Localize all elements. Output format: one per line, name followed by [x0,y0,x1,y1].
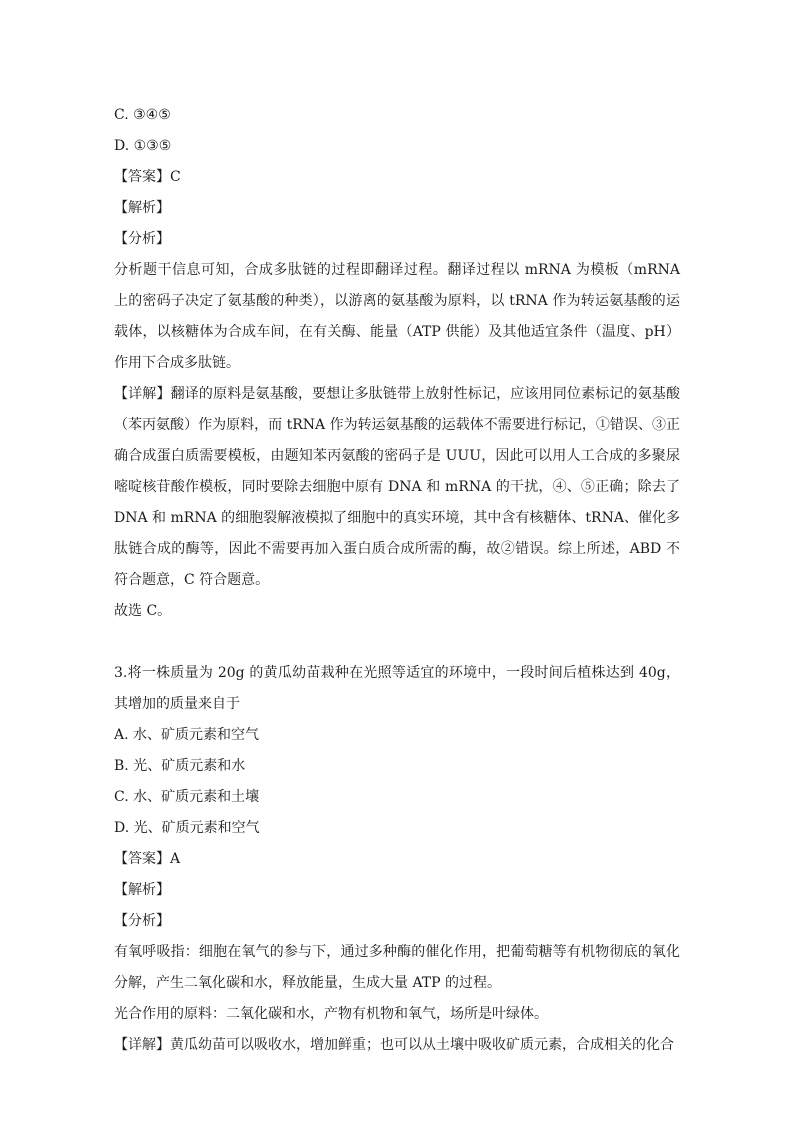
q2-detail-text: 【详解】翻译的原料是氨基酸，要想让多肽链带上放射性标记，应该用同位素标记的氨基酸（苯丙氨酸）作为原料，而 tRNA 作为转运氨基酸的运载体不需要进行标记，①错误、③正确合成蛋白质需要模板，由题知苯丙氨酸的密码子是 UUU，因此可以用人工合成的多聚尿嘧啶核苷酸作模板，同时要除去细胞中原有 DNA 和 mRNA 的干扰，④、⑤正确；除去了 DNA 和 mRNA 的细胞裂解液模拟了细胞中的真实环境，其中含有核糖体、tRNA、催化多肽链合成的酶等，因此不需要再加入蛋白质合成所需的酶，故②错误。综上所述，ABD 不符合题意，C 符合题意。 [114,386,680,588]
q3-detail-text: 【详解】黄瓜幼苗可以吸收水，增加鲜重；也可以从土壤中吸收矿质元素，合成相关的化合 [114,1037,674,1053]
q2-option-d: D. ①③⑤ [114,138,172,154]
q2-option-c: C. ③④⑤ [114,107,171,123]
q3-fenxi-text-1: 有氧呼吸指：细胞在氧气的参与下，通过多种酶的催化作用，把葡萄糖等有机物彻底的氧化分解，产生二氧化碳和水，释放能量，生成大量 ATP 的过程。 [114,944,680,991]
q3-fenxi-text-2: 光合作用的原料：二氧化碳和水，产物有机物和氧气，场所是叶绿体。 [114,1006,548,1022]
document-page [114,100,680,1061]
q2-conclusion: 故选 C。 [114,603,172,619]
q3-stem: 3.将一株质量为 20g 的黄瓜幼苗栽种在光照等适宜的环境中，一段时间后植株达到 40g，其增加的质量来自于 [114,665,680,712]
q2-fenxi-text: 分析题干信息可知，合成多肽链的过程即翻译过程。翻译过程以 mRNA 为模板（mRNA 上的密码子决定了氨基酸的种类），以游离的氨基酸为原料，以 tRNA 作为转运氨基酸的运载体，以核糖体为合成车间，在有关酶、能量（ATP 供能）及其他适宜条件（温度、pH）作用下合成多肽链。 [114,262,680,371]
q3-option-a: A. 水、矿质元素和空气 [114,727,260,743]
q3-option-d: D. 光、矿质元素和空气 [114,820,260,836]
q3-option-b: B. 光、矿质元素和水 [114,758,246,774]
q2-answer: 【答案】C [114,169,181,185]
q3-fenxi-heading: 【分析】 [114,913,170,929]
q3-option-c: C. 水、矿质元素和土壤 [114,789,260,805]
q2-analysis-heading: 【解析】 [114,200,170,216]
q3-analysis-heading: 【解析】 [114,882,170,898]
q3-answer: 【答案】A [114,851,181,867]
section-divider-space [114,627,680,658]
q2-fenxi-heading: 【分析】 [114,231,170,247]
